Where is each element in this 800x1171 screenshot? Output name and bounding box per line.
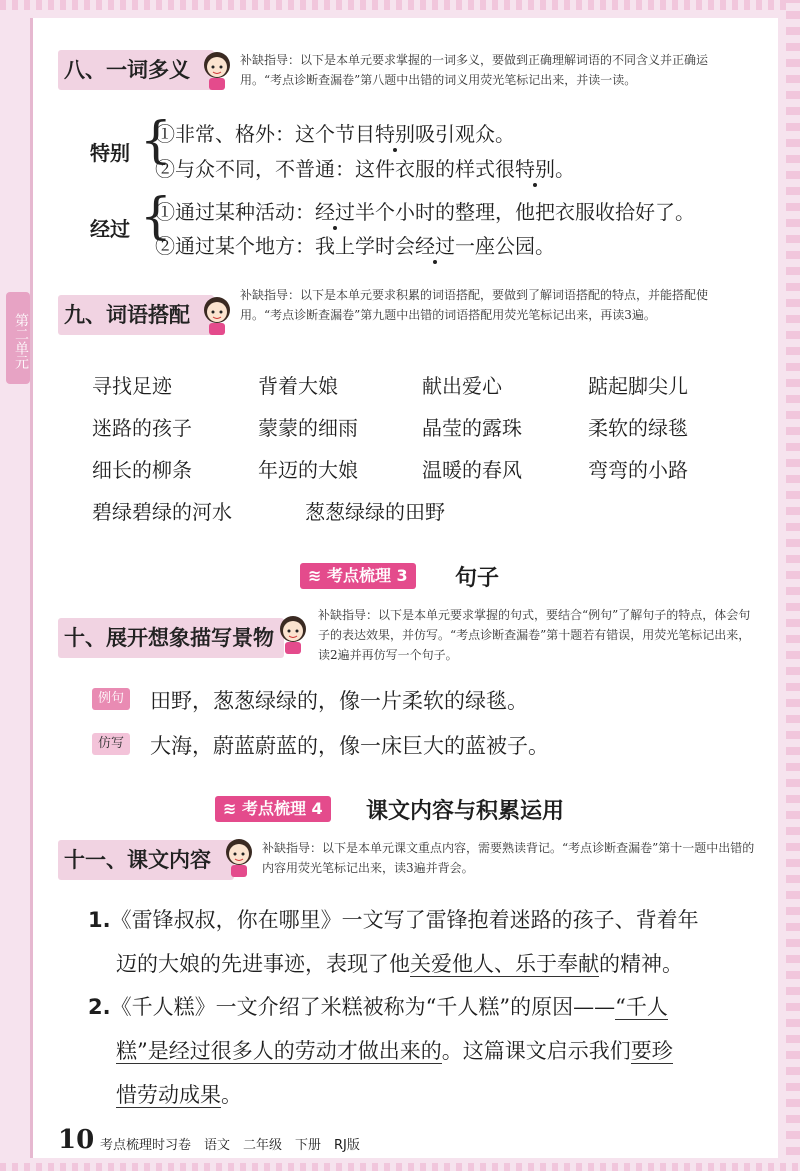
- collocation-item: 献出爱心: [422, 374, 502, 398]
- text-content-item-1: 1.《雷锋叔叔，你在哪里》一文写了雷锋抱着迷路的孩子、背着年 迈的大娘的先进事迹，表现了他关爱他人、乐于奉献的精神。: [88, 908, 699, 976]
- section-10-title: 十、展开想象描写景物: [58, 618, 284, 658]
- page-border-bottom: [0, 1163, 800, 1171]
- section-8-guide: 补缺指导：以下是本单元要求掌握的一词多义，要做到正确理解词语的不同含义并正确运用。“考点诊断查漏卷”第八题中出错的词义用荧光笔标记出来，并读一读。: [240, 53, 709, 87]
- collocation-item: 温暖的春风: [422, 458, 522, 482]
- girl-mascot-icon: [276, 612, 310, 656]
- collocation-item: 迷路的孩子: [92, 416, 192, 440]
- polysemy-line: ②通过某个地方：我上学时会经过一座公园。: [155, 234, 555, 258]
- girl-mascot-icon: [200, 48, 234, 92]
- polysemy-word-2: 经过: [90, 217, 130, 241]
- page-border-top: [0, 0, 800, 10]
- imitate-tag: 仿写: [92, 733, 130, 755]
- collocation-item: 弯弯的小路: [588, 458, 688, 482]
- brace-1: {: [140, 111, 172, 169]
- text-content-item-2: 2.《千人糕》一文介绍了米糕被称为“千人糕”的原因——“千人 糕”是经过很多人的劳动才做出来的。这篇课文启示我们要珍 惜劳动成果。: [88, 995, 673, 1107]
- section-11-title: 十一、课文内容: [58, 840, 234, 880]
- brace-2: {: [140, 187, 172, 245]
- review-point-3-badge: ≋ 考点梳理 3: [300, 563, 416, 589]
- section-10-guide: 补缺指导：以下是本单元要求掌握的句式，要结合“例句”了解句子的特点，体会句子的表达效果，并仿写。“考点诊断查漏卷”第十题若有错误，用荧光笔标记出来，读2遍并再仿写一个句子。: [318, 608, 751, 662]
- polysemy-line: ①通过某种活动：经过半个小时的整理，他把衣服收拾好了。: [155, 200, 695, 224]
- collocation-item: 寻找足迹: [92, 374, 172, 398]
- review-point-4-badge: ≋ 考点梳理 4: [215, 796, 331, 822]
- example-sentence: 田野，葱葱绿绿的，像一片柔软的绿毯。: [150, 689, 528, 713]
- section-9-title: 九、词语搭配: [58, 295, 214, 335]
- polysemy-word-1: 特别: [90, 141, 130, 165]
- collocation-item: 年迈的大娘: [258, 458, 358, 482]
- polysemy-line: ①非常、格外：这个节目特别吸引观众。: [155, 122, 515, 146]
- review-point-3-title: 句子: [455, 566, 500, 591]
- collocation-item: 背着大娘: [258, 374, 338, 398]
- polysemy-line: ②与众不同，不普通：这件衣服的样式很特别。: [155, 157, 575, 181]
- section-8-title: 八、一词多义: [58, 50, 214, 90]
- collocation-item: 细长的柳条: [92, 458, 192, 482]
- collocation-item: 蒙蒙的细雨: [258, 416, 358, 440]
- example-tag: 例句: [92, 688, 130, 710]
- collocation-item: 晶莹的露珠: [422, 416, 522, 440]
- unit-side-tab: 第二单元: [6, 292, 30, 384]
- footer-text: 考点梳理时习卷 语文 二年级 下册 RJ版: [100, 1138, 360, 1153]
- collocation-item: 碧绿碧绿的河水: [92, 500, 232, 524]
- page-number: 10: [58, 1125, 95, 1155]
- imitate-sentence: 大海，蔚蓝蔚蓝的，像一床巨大的蓝被子。: [150, 734, 549, 758]
- review-point-4-title: 课文内容与积累运用: [366, 799, 565, 824]
- section-9-guide: 补缺指导：以下是本单元要求积累的词语搭配，要做到了解词语搭配的特点，并能搭配使用。“考点诊断查漏卷”第九题中出错的词语搭配用荧光笔标记出来，再读3遍。: [240, 288, 709, 322]
- collocation-item: 柔软的绿毯: [588, 416, 688, 440]
- collocation-item: 踮起脚尖儿: [588, 374, 688, 398]
- girl-mascot-icon: [200, 293, 234, 337]
- section-11-guide: 补缺指导：以下是本单元课文重点内容，需要熟读背记。“考点诊断查漏卷”第十一题中出错的内容用荧光笔标记出来，读3遍并背会。: [262, 841, 755, 875]
- collocation-item: 葱葱绿绿的田野: [305, 500, 445, 524]
- page-border-right: [786, 0, 800, 1171]
- girl-mascot-icon: [222, 835, 256, 879]
